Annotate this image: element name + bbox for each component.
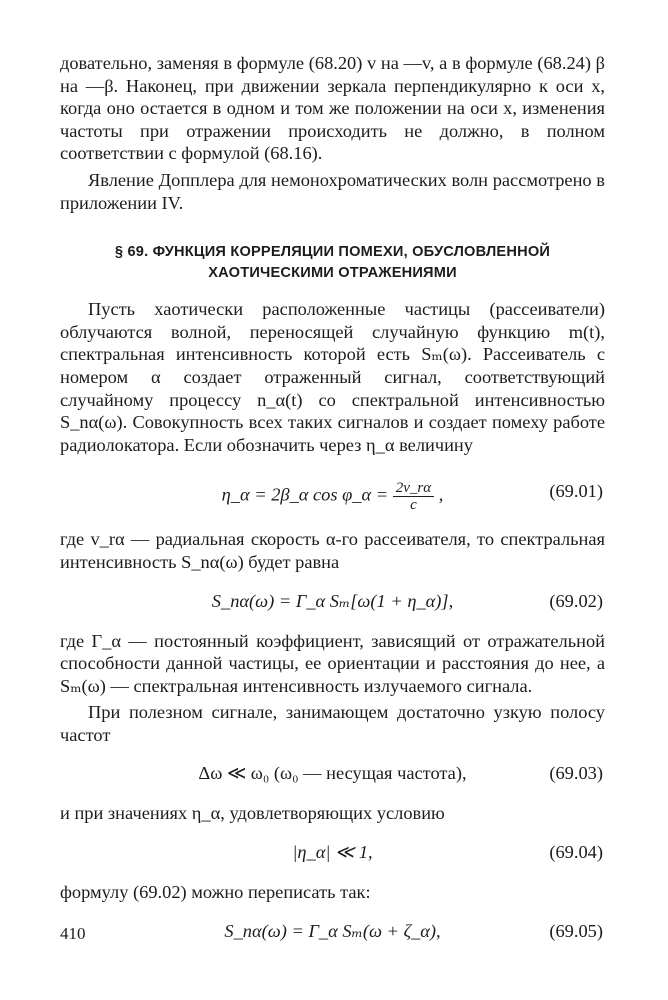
eq-69-01-numerator: 2v_rα (393, 480, 434, 497)
heading-line-1: § 69. ФУНКЦИЯ КОРРЕЛЯЦИИ ПОМЕХИ, ОБУСЛОВЛЕННОЙ (114, 244, 551, 261)
equation-69-03 (60, 752, 605, 796)
page-number: 410 (60, 924, 86, 943)
eq-69-05-number: (69.05) (549, 920, 603, 941)
section-heading (60, 242, 605, 284)
eq-69-02-number: (69.02) (549, 590, 603, 611)
eq-69-04-expr: |η_α| ≪ 1, (292, 842, 373, 863)
eq-69-04-number: (69.04) (549, 842, 603, 863)
equation-69-04 (60, 831, 605, 875)
paragraph-doppler: Явление Допплера для немонохроматических волн рассмотрено в приложении IV. (60, 169, 605, 213)
equation-69-01 (60, 462, 605, 522)
eq-69-02-expr: S_nα(ω) = Γ_α Sₘ[ω(1 + η_α)], (211, 590, 454, 611)
eq-69-01-fraction (393, 480, 434, 513)
eq-69-03-number: (69.03) (549, 763, 603, 784)
eq-69-01-tail: , (434, 485, 444, 506)
paragraph-continuation: довательно, заменяя в формуле (68.20) v на —v, а в формуле (68.24) β на —β. Наконец, при движении зеркала перпендикулярно к оси x, когда оно остается в одном и том же положении на оси x, изменения частоты при отражении происходить не должно, в полном соответствии с формулой (68.16). (60, 53, 605, 164)
paragraph-scatterers: Пусть хаотически расположенные частицы (рассеиватели) облучаются волной, переносящей случайную функцию m(t), спектральная интенсивность которой есть Sₘ(ω). Рассеиватель с номером α создает отраженный сигнал, соответствующий случайному процессу n_α(t) со спектральной интенсивностью S_nα(ω). Совокупность всех таких сигналов и создает помеху работе радиолокатора. Если обозначить через η_α величину (60, 299, 605, 455)
equation-69-05 (60, 910, 605, 954)
paragraph-narrow-band: При полезном сигнале, занимающем достаточно узкую полосу частот (60, 702, 605, 745)
eq-69-03-expr: Δω ≪ ω₀ (ω₀ — несущая частота), (198, 763, 467, 784)
paragraph-rewrite: формулу (69.02) можно переписать так: (60, 882, 371, 903)
page-body (60, 52, 605, 960)
eq-69-01-lhs: η_α = 2β_α cos φ_α = (221, 485, 393, 506)
paragraph-condition: и при значениях η_α, удовлетворяющих условию (60, 803, 445, 824)
paragraph-coefficient: где Γ_α — постоянный коэффициент, зависящий от отражательной способности данной частицы, ее ориентации и расстояния до нее, а Sₘ(ω) — спектральная интенсивность излучаемого сигнала. (60, 630, 605, 696)
eq-69-01-number: (69.01) (549, 481, 603, 502)
equation-69-02 (60, 580, 605, 624)
eq-69-01-denominator: c (410, 497, 417, 514)
eq-69-05-expr: S_nα(ω) = Γ_α Sₘ(ω + ζ_α), (224, 920, 441, 941)
heading-line-2: ХАОТИЧЕСКИМИ ОТРАЖЕНИЯМИ (208, 265, 457, 282)
paragraph-radial-speed: где v_rα — радиальная скорость α-го рассеивателя, то спектральная интенсивность S_nα(ω) будет равна (60, 529, 605, 572)
